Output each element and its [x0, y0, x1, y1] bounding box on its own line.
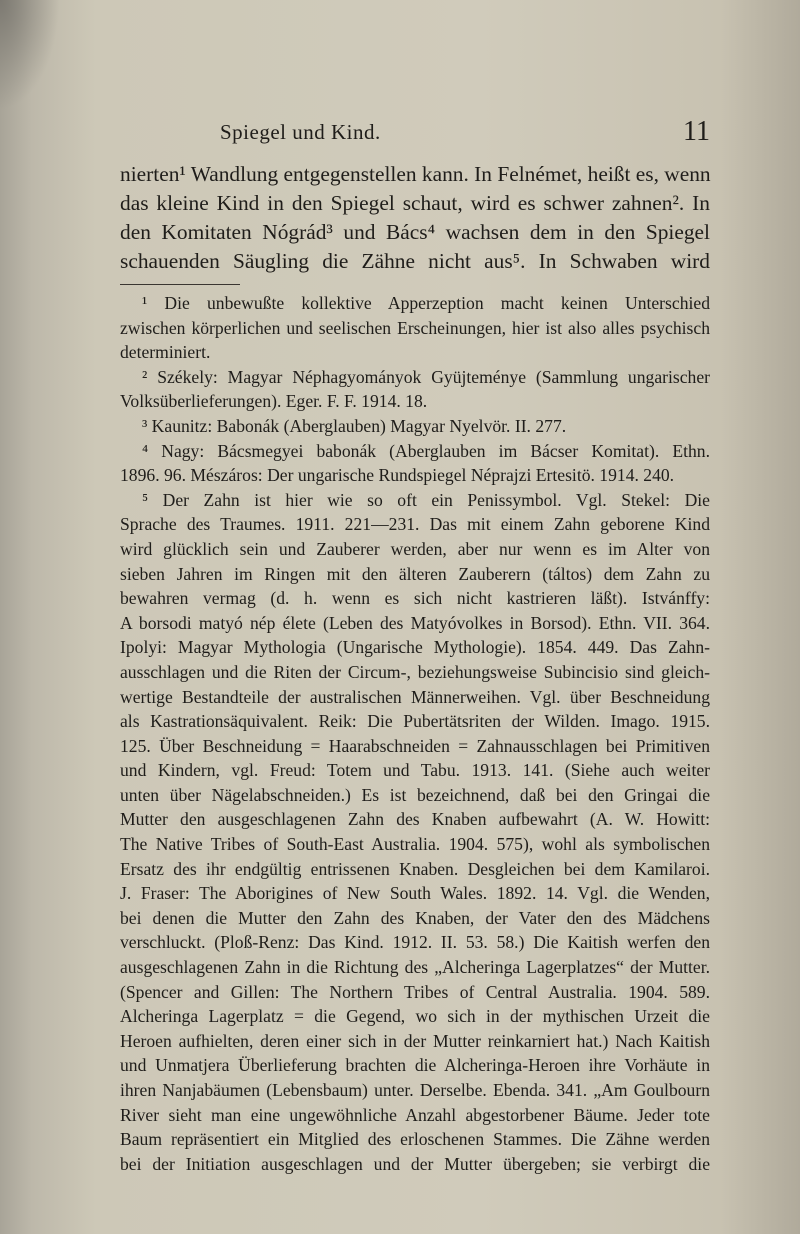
footnote-line: 125. Über Beschneidung = Haarabschneiden = Zahnausschlagen bei Primitiven — [120, 735, 710, 756]
main-text — [120, 160, 710, 276]
footnote-line: ihren Nanjabäumen (Lebensbaum) unter. Derselbe. Ebenda. 341. „Am Goulbourn — [120, 1080, 710, 1100]
footnote-line: ⁵ Der Zahn ist hier wie so oft ein Penissymbol. Vgl. Stekel: Die — [142, 489, 710, 510]
footnote-line: Sprache des Traumes. 1911. 221—231. Das mit einem Zahn geborene Kind — [120, 514, 710, 535]
footnote-line: determiniert. — [120, 342, 211, 363]
footnote-line: A borsodi matyó nép élete (Leben des Matyóvolkes in Borsod). Ethn. VII. 364. — [120, 612, 710, 633]
footnote-line: zwischen körperlichen und seelischen Erscheinungen, hier ist also alles psychisch — [120, 317, 710, 338]
footnote-line: Mutter den ausgeschlagenen Zahn des Knaben aufbewahrt (A. W. Howitt: — [120, 809, 710, 830]
footnote-line: und Unmatjera Überlieferung brachten die Alcheringa-Heroen ihre Vorhäute in — [120, 1055, 710, 1076]
book-page — [120, 116, 711, 1176]
footnote-line: Heroen aufhielten, deren einer sich in der Mutter reinkarniert hat.) Nach Kaitish — [120, 1030, 710, 1051]
footnote-line: ¹ Die unbewußte kollektive Apperzeption macht keinen Unterschied — [142, 293, 710, 313]
footnote-line: River sieht man eine ungewöhnliche Anzahl abgestorbener Bäume. Jeder tote — [120, 1104, 710, 1125]
footnote-line: und Kindern, vgl. Freud: Totem und Tabu. 1913. 141. (Siehe auch weiter — [120, 760, 710, 781]
footnote-line: unten über Nägelabschneiden.) Es ist bezeichnend, daß bei den Gringai die — [120, 784, 710, 805]
footnote-line: (Spencer and Gillen: The Northern Tribes of Central Australia. 1904. 589. — [120, 981, 710, 1002]
footnote-line: bei der Initiation ausgeschlagen und der Mutter übergeben; sie verbirgt die — [120, 1153, 710, 1174]
footnote-line: verschluckt. (Ploß-Renz: Das Kind. 1912. II. 53. 58.) Die Kaitish werfen den — [120, 932, 710, 953]
footnote-line: J. Fraser: The Aborigines of New South Wales. 1892. 14. Vgl. die Wenden, — [120, 883, 710, 904]
footnote-line: Ipolyi: Magyar Mythologia (Ungarische Mythologie). 1854. 449. Das Zahn- — [120, 637, 710, 658]
text-line: schauenden Säugling die Zähne nicht aus⁵. In Schwaben wird — [120, 249, 710, 273]
footnote-line: ausgeschlagenen Zahn in die Richtung des „Alcheringa Lagerplatzes“ der Mutter. — [120, 957, 710, 978]
footnote-line: 1896. 96. Mészáros: Der ungarische Rundspiegel Néprajzi Ertesitö. 1914. 240. — [120, 465, 675, 486]
text-line: den Komitaten Nógrád³ und Bács⁴ wachsen dem in den Spiegel — [120, 220, 710, 244]
text-line: nierten¹ Wandlung entgegenstellen kann. In Felnémet, heißt es, wenn — [120, 162, 711, 186]
footnote-line: bewahren vermag (d. h. wenn es sich nicht kastrieren läßt). Istvánffy: — [120, 588, 710, 609]
footnote-line: wertige Bestandteile der australischen Männerweihen. Vgl. über Beschneidung — [120, 686, 710, 707]
footnote-line: Volksüberlieferungen). Eger. F. F. 1914. 18. — [120, 391, 428, 412]
footnote-line: ⁴ Nagy: Bácsmegyei babonák (Aberglauben im Bácser Komitat). Ethn. — [142, 440, 710, 461]
footnote-line: bei denen die Mutter den Zahn des Knaben, der Vater den des Mädchens — [120, 907, 710, 928]
footnote-line: ausschlagen und die Riten der Circum-, beziehungsweise Subincisio sind gleich- — [120, 661, 710, 682]
footnote-separator — [120, 284, 240, 285]
footnote-line: Ersatz des ihr endgültig entrissenen Knaben. Desgleichen bei dem Kamilaroi. — [120, 858, 710, 879]
page-number: 11 — [683, 116, 710, 147]
text-line: das kleine Kind in den Spiegel schaut, wird es schwer zahnen². In — [120, 191, 710, 215]
running-title: Spiegel und Kind. — [220, 120, 381, 144]
footnote-line: wird glücklich sein und Zauberer werden, aber nur wenn es im Alter von — [120, 538, 710, 559]
page-corner-shadow — [0, 0, 60, 110]
footnote-line: Baum repräsentiert ein Mitglied des erloschenen Stammes. Die Zähne werden — [120, 1129, 710, 1150]
footnote-line: ² Székely: Magyar Néphagyományok Gyüjteménye (Sammlung ungarischer — [142, 366, 710, 387]
footnotes — [120, 291, 710, 1176]
footnote-line: sieben Jahren im Ringen mit den älteren Zauberern (táltos) dem Zahn zu — [120, 563, 710, 584]
footnote-line: Alcheringa Lagerplatz = die Gegend, wo sich in der mythischen Urzeit die — [120, 1006, 710, 1027]
footnote-line: als Kastrationsäquivalent. Reik: Die Pubertätsriten der Wilden. Imago. 1915. — [120, 711, 710, 732]
footnote-line: The Native Tribes of South-East Australia. 1904. 575), wohl als symbolischen — [120, 834, 710, 855]
page-header — [120, 116, 710, 154]
footnote-line: ³ Kaunitz: Babonák (Aberglauben) Magyar Nyelvör. II. 277. — [142, 415, 567, 436]
